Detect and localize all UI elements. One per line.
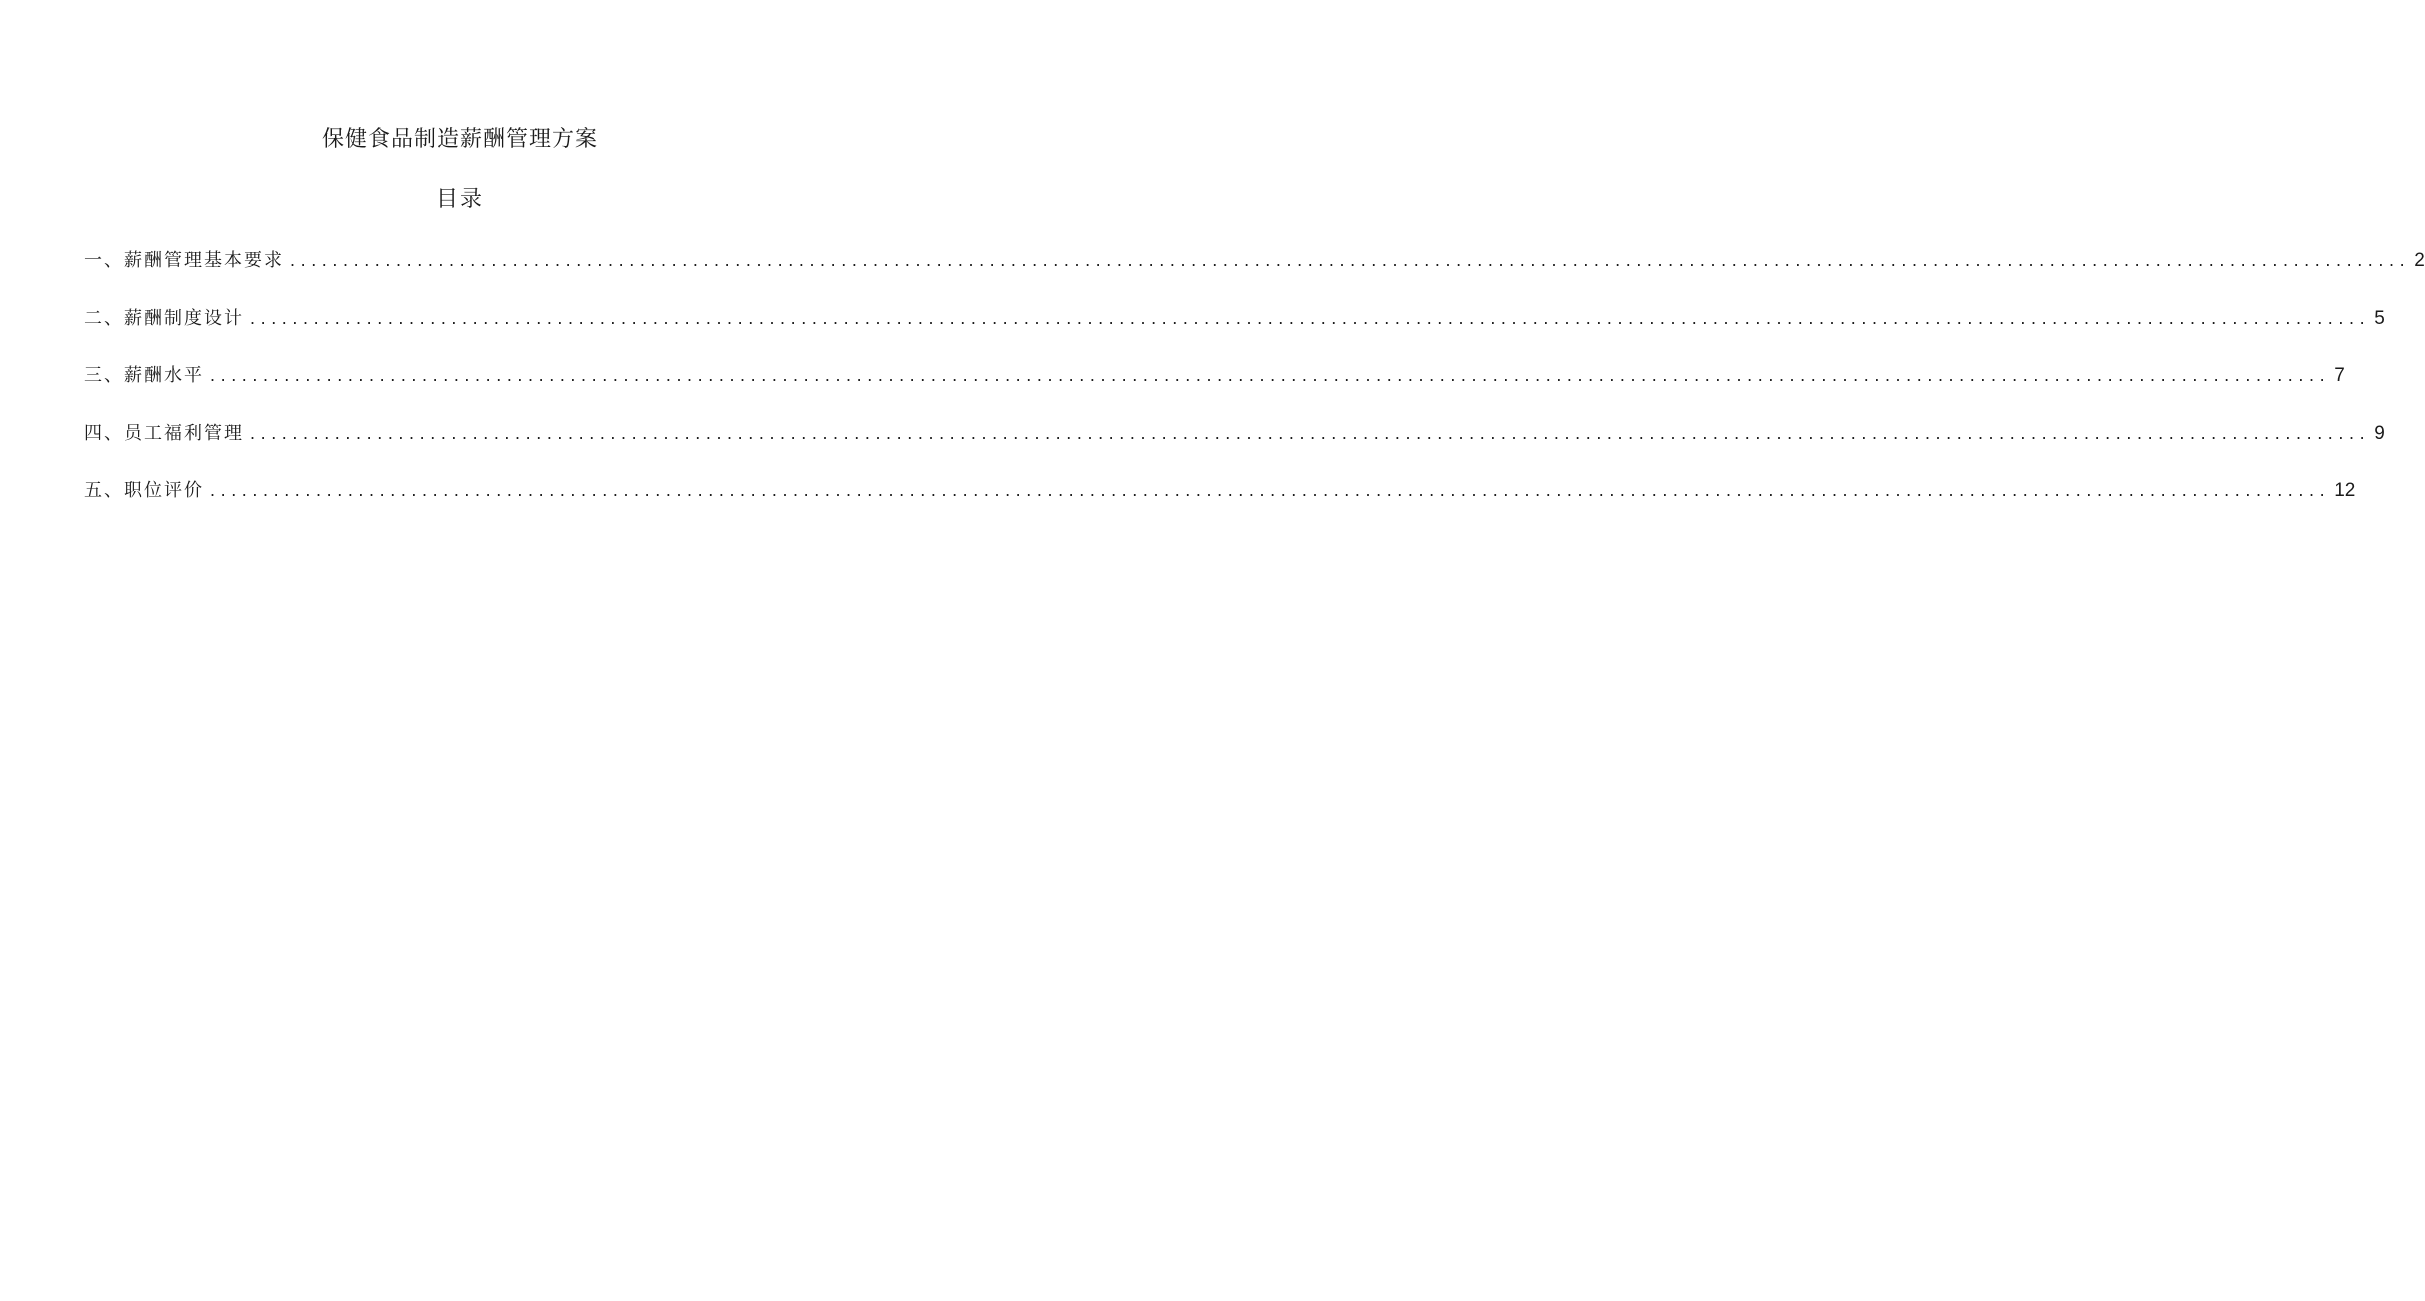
- toc-entry-label: 一、薪酬管理基本要求: [84, 250, 284, 271]
- toc-page-number: 9: [2374, 422, 2385, 444]
- toc-dot-leader: ........................................................................................................................................................................................................: [250, 422, 2371, 443]
- toc-entry-label: 二、薪酬制度设计: [84, 307, 244, 329]
- toc-dot-leader: ........................................................................................................................................................................................................: [210, 480, 2331, 500]
- toc-page-number: 7: [2334, 365, 2345, 386]
- document-title: 保健食品制造薪酬管理方案: [321, 127, 598, 152]
- toc-entry-label: 四、员工福利管理: [84, 422, 244, 444]
- toc-entry-label: 三、薪酬水平: [84, 365, 204, 386]
- toc-page-number: 2: [2414, 250, 2425, 271]
- toc-dot-leader: ........................................................................................................................................................................................................: [290, 250, 2411, 270]
- toc-entry-3[interactable]: [84, 359, 2345, 417]
- toc-entry-4[interactable]: [84, 417, 2385, 475]
- table-of-contents: [84, 244, 2425, 532]
- toc-entry-1[interactable]: [84, 244, 2425, 302]
- toc-page-number: 5: [2374, 307, 2385, 329]
- toc-dot-leader: ........................................................................................................................................................................................................: [250, 307, 2371, 328]
- toc-dot-leader: ........................................................................................................................................................................................................: [210, 365, 2331, 385]
- toc-page-number: 12: [2334, 480, 2356, 501]
- toc-heading: 目录: [435, 187, 484, 212]
- toc-entry-5[interactable]: [84, 474, 2356, 532]
- toc-entry-2[interactable]: [84, 302, 2385, 360]
- toc-entry-label: 五、职位评价: [84, 480, 204, 501]
